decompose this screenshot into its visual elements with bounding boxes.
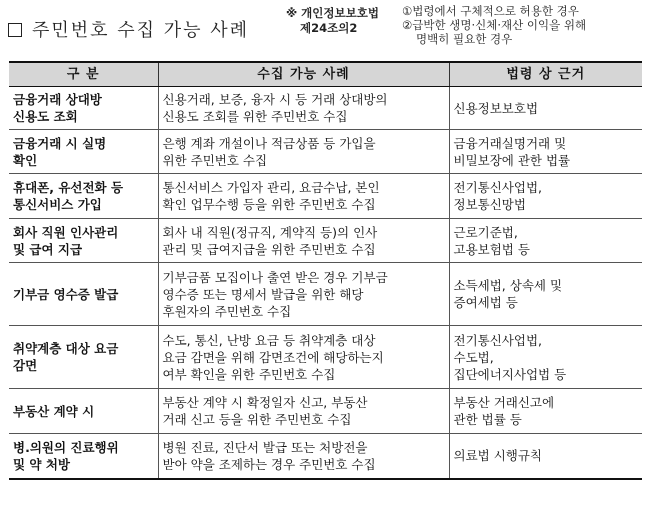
row-case: 통신서비스 가입자 관리, 요금수납, 본인 확인 업무수행 등을 위한 주민번호 수집: [158, 174, 449, 219]
note-2-line1: ②급박한 생명·신체·재산 이익을 위해: [402, 18, 587, 32]
table-row: [9, 130, 642, 174]
title-row: [8, 16, 249, 42]
row-basis: 의료법 시행규칙: [449, 434, 642, 479]
table-row: [9, 87, 642, 130]
page-title: 주민번호 수집 가능 사례: [32, 20, 250, 41]
law-reference-line1: ※ 개인정보보호법: [286, 6, 379, 20]
header-basis: 법령 상 근거: [449, 62, 642, 87]
row-case: 수도, 통신, 난방 요금 등 취약계층 대상 요금 감면을 위해 감면조건에 해당하는지 여부 확인을 위한 주민번호 수집: [158, 326, 449, 389]
table-row: [9, 326, 642, 389]
table-header-row: [9, 62, 642, 87]
row-case: 기부금품 모집이나 출연 받은 경우 기부금 영수증 또는 명세서 발급을 위한 해당 후원자의 주민번호 수집: [158, 263, 449, 326]
row-category: 금융거래 시 실명 확인: [9, 130, 158, 174]
row-basis: 소득세법, 상속세 및 증여세법 등: [449, 263, 642, 326]
law-reference-line2: 제24조의2: [300, 21, 358, 35]
law-reference: [286, 6, 379, 36]
row-category: 부동산 계약 시: [9, 389, 158, 434]
table-row: [9, 434, 642, 479]
checkbox-icon: [8, 23, 22, 37]
row-category: 휴대폰, 유선전화 등 통신서비스 가입: [9, 174, 158, 219]
row-category: 기부금 영수증 발급: [9, 263, 158, 326]
row-case: 신용거래, 보증, 융자 시 등 거래 상대방의 신용도 조회를 위한 주민번호 수집: [158, 87, 449, 130]
table-row: [9, 174, 642, 219]
header-category: 구 분: [9, 62, 158, 87]
table-row: [9, 389, 642, 434]
row-case: 회사 내 직원(정규직, 계약직 등)의 인사 관리 및 급여지급을 위한 주민번호 수집: [158, 219, 449, 263]
row-basis: 전기통신사업법, 정보통신망법: [449, 174, 642, 219]
cases-table: [9, 61, 642, 480]
row-category: 금융거래 상대방 신용도 조회: [9, 87, 158, 130]
row-basis: 근로기준법, 고용보험법 등: [449, 219, 642, 263]
row-basis: 신용정보보호법: [449, 87, 642, 130]
row-case: 병원 진료, 진단서 발급 또는 처방전을 받아 약을 조제하는 경우 주민번호 수집: [158, 434, 449, 479]
table-row: [9, 219, 642, 263]
document-header: [8, 4, 644, 56]
row-case: 은행 계좌 개설이나 적금상품 등 가입을 위한 주민번호 수집: [158, 130, 449, 174]
row-category: 병.의원의 진료행위 및 약 처방: [9, 434, 158, 479]
row-case: 부동산 계약 시 확정일자 신고, 부동산 거래 신고 등을 위한 주민번호 수집: [158, 389, 449, 434]
row-category: 회사 직원 인사관리 및 급여 지급: [9, 219, 158, 263]
header-case: 수집 가능 사례: [158, 62, 449, 87]
row-basis: 전기통신사업법, 수도법, 집단에너지사업법 등: [449, 326, 642, 389]
note-2-line2: 명백히 필요한 경우: [416, 32, 513, 46]
table-row: [9, 263, 642, 326]
note-1-line1: ①법령에서 구체적으로 허용한 경우: [402, 4, 579, 18]
row-basis: 부동산 거래신고에 관한 법률 등: [449, 389, 642, 434]
row-category: 취약계층 대상 요금 감면: [9, 326, 158, 389]
row-basis: 금융거래실명거래 및 비밀보장에 관한 법률: [449, 130, 642, 174]
note-list: [402, 4, 586, 46]
